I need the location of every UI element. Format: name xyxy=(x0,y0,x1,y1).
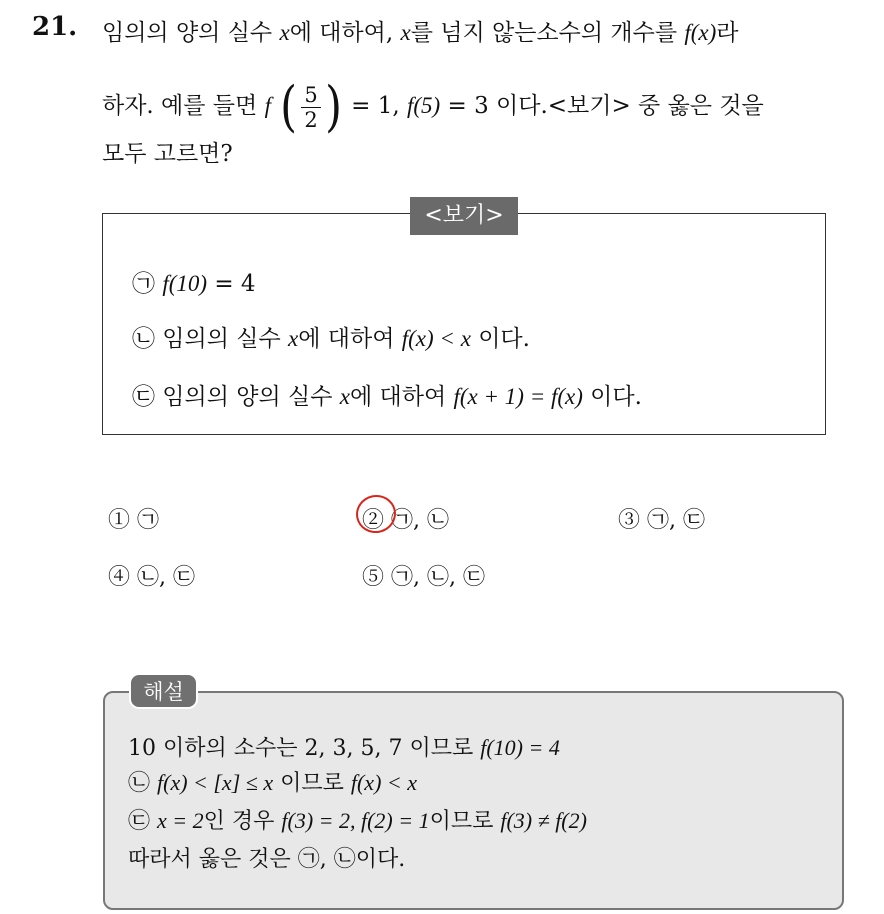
choice-1[interactable]: ① ㉠ xyxy=(108,508,160,533)
choice-5[interactable]: ⑤ ㉠, ㉡, ㉢ xyxy=(362,565,485,590)
question-line-3: 모두 고르면? xyxy=(102,141,233,167)
choice-4[interactable]: ④ ㉡, ㉢ xyxy=(108,565,195,590)
fraction-five-halves: $\frac{5}{2}$ xyxy=(301,83,320,132)
solution-line-2: ㉡ f(x) < [x] ≤ x 이므로 f(x) < x xyxy=(128,770,417,796)
question-number: 21. xyxy=(32,12,78,42)
choice-3[interactable]: ③ ㉠, ㉢ xyxy=(618,508,705,533)
bogi-title: <보기> xyxy=(410,197,518,235)
bogi-item-1: ㉠ f(10) = 4 xyxy=(132,271,256,297)
bogi-item-3: ㉢ 임의의 양의 실수 x에 대하여 f(x + 1) = f(x) 이다. xyxy=(132,384,642,410)
question-line-2: 하자. 예를 들면 f ( $\frac{5}{2}$ ) = 1, f(5) = 3 이다.<보기> 중 옳은 것을 xyxy=(102,75,764,138)
solution-title: 해설 xyxy=(129,673,198,709)
choice-2[interactable]: ② ㉠, ㉡ xyxy=(362,508,449,533)
solution-line-4: 따라서 옳은 것은 ㉠, ㉡이다. xyxy=(128,847,406,872)
solution-box xyxy=(103,691,844,910)
bogi-item-2: ㉡ 임의의 실수 x에 대하여 f(x) < x 이다. xyxy=(132,326,530,352)
solution-line-1: 10 이하의 소수는 2, 3, 5, 7 이므로 f(10) = 4 xyxy=(128,735,560,761)
question-line-1: 임의의 양의 실수 x에 대하여, x를 넘지 않는소수의 개수를 f(x)라 xyxy=(102,20,739,46)
solution-line-3: ㉢ x = 2인 경우 f(3) = 2, f(2) = 1이므로 f(3) ≠ f(2) xyxy=(128,808,587,834)
